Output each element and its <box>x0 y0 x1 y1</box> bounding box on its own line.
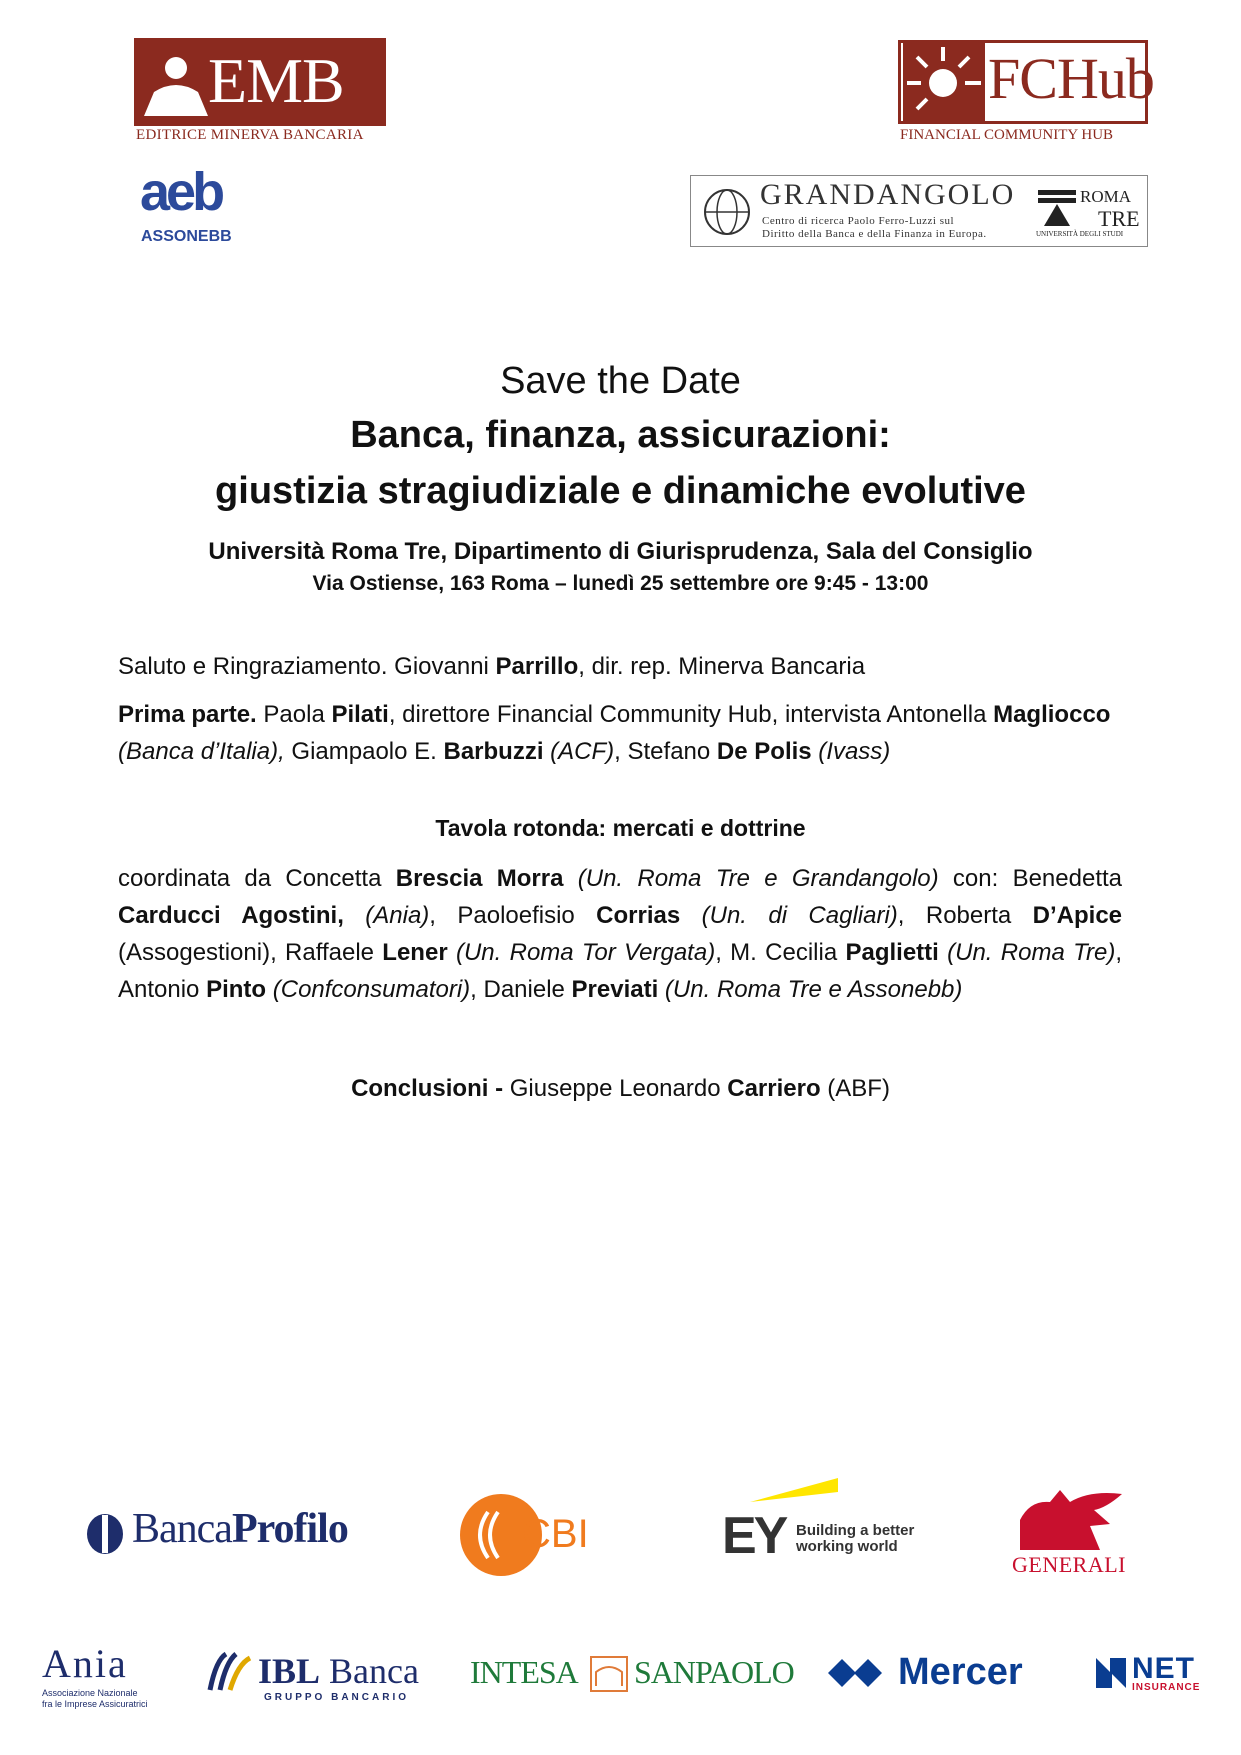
globe-icon <box>699 182 755 242</box>
ibl-banca-logo: IBL Banca GRUPPO BANCARIO <box>206 1650 256 1697</box>
banca-profilo-mark-icon <box>84 1513 126 1555</box>
grandangolo-title: GRANDANGOLO <box>760 178 1016 211</box>
prima-parte-paragraph: Prima parte. Paola Pilati, direttore Financial Community Hub, intervista Antonella Magliocco (Banca d’Italia), Giampaolo E. Barbuzzi (ACF), Stefano De Polis (Ivass) <box>118 701 1111 765</box>
fchub-logo-text: FCHub <box>988 46 1154 111</box>
fchub-logo-subtitle: FINANCIAL COMMUNITY HUB <box>900 127 1114 143</box>
aeb-logo-text: aeb <box>140 162 222 222</box>
conclusioni-line: Conclusioni - Giuseppe Leonardo Carriero (ABF) <box>351 1075 890 1102</box>
roma-tre-subtitle: UNIVERSITÀ DEGLI STUDI <box>1036 230 1124 238</box>
mercer-mark-icon <box>826 1655 886 1691</box>
tavola-rotonda-heading: Tavola rotonda: mercati e dottrine <box>435 815 806 841</box>
emb-emblem-icon <box>134 38 214 126</box>
ey-beam-icon <box>750 1478 840 1506</box>
intesa-bridge-icon <box>590 1656 628 1692</box>
event-title-line1: Banca, finanza, assicurazioni: <box>350 414 891 456</box>
net-insurance-logo: NET INSURANCE <box>1094 1656 1128 1695</box>
ibl-fan-icon <box>206 1650 256 1692</box>
roma-tre-emblem-icon <box>1036 188 1078 228</box>
sunburst-icon <box>903 43 985 121</box>
saluto-paragraph: Saluto e Ringraziamento. Giovanni Parrillo, dir. rep. Minerva Bancaria <box>118 653 866 680</box>
mercer-logo: Mercer <box>826 1655 886 1696</box>
grandangolo-line1: Centro di ricerca Paolo Ferro-Luzzi sul <box>762 215 955 227</box>
emb-logo-subtitle: EDITRICE MINERVA BANCARIA <box>136 127 364 143</box>
winged-lion-icon <box>1010 1480 1130 1552</box>
assonebb-logo-subtitle: ASSONEBB <box>141 228 232 245</box>
generali-logo: GENERALI <box>1010 1480 1130 1557</box>
event-venue: Università Roma Tre, Dipartimento di Giurisprudenza, Sala del Consiglio <box>208 538 1033 565</box>
event-title-line2: giustizia stragiudiziale e dinamiche evolutive <box>215 470 1026 512</box>
tavola-rotonda-paragraph: coordinata da Concetta Brescia Morra (Un. Roma Tre e Grandangolo) con: Benedetta Carducci Agostini, (Ania), Paoloefisio Corrias (Un. di Cagliari), Roberta D’Apice (Assogestioni), Raffaele Lener (Un. Roma Tor Vergata), M. Cecilia Paglietti (Un. Roma Tre), Antonio Pinto (Confconsumatori), Daniele Previati (Un. Roma Tre e Assonebb) <box>118 865 1123 1003</box>
roma-tre-tre: TRE <box>1098 206 1140 231</box>
event-address-date: Via Ostiense, 163 Roma – lunedì 25 settembre ore 9:45 - 13:00 <box>312 572 929 595</box>
emb-logo-text: EMB <box>208 45 344 116</box>
save-the-date: Save the Date <box>500 360 741 402</box>
cbi-logo: CBI <box>458 1492 544 1583</box>
net-mark-icon <box>1094 1656 1128 1690</box>
grandangolo-line2: Diritto della Banca e della Finanza in Europa. <box>762 228 987 240</box>
roma-tre-roma: ROMA <box>1080 187 1132 206</box>
